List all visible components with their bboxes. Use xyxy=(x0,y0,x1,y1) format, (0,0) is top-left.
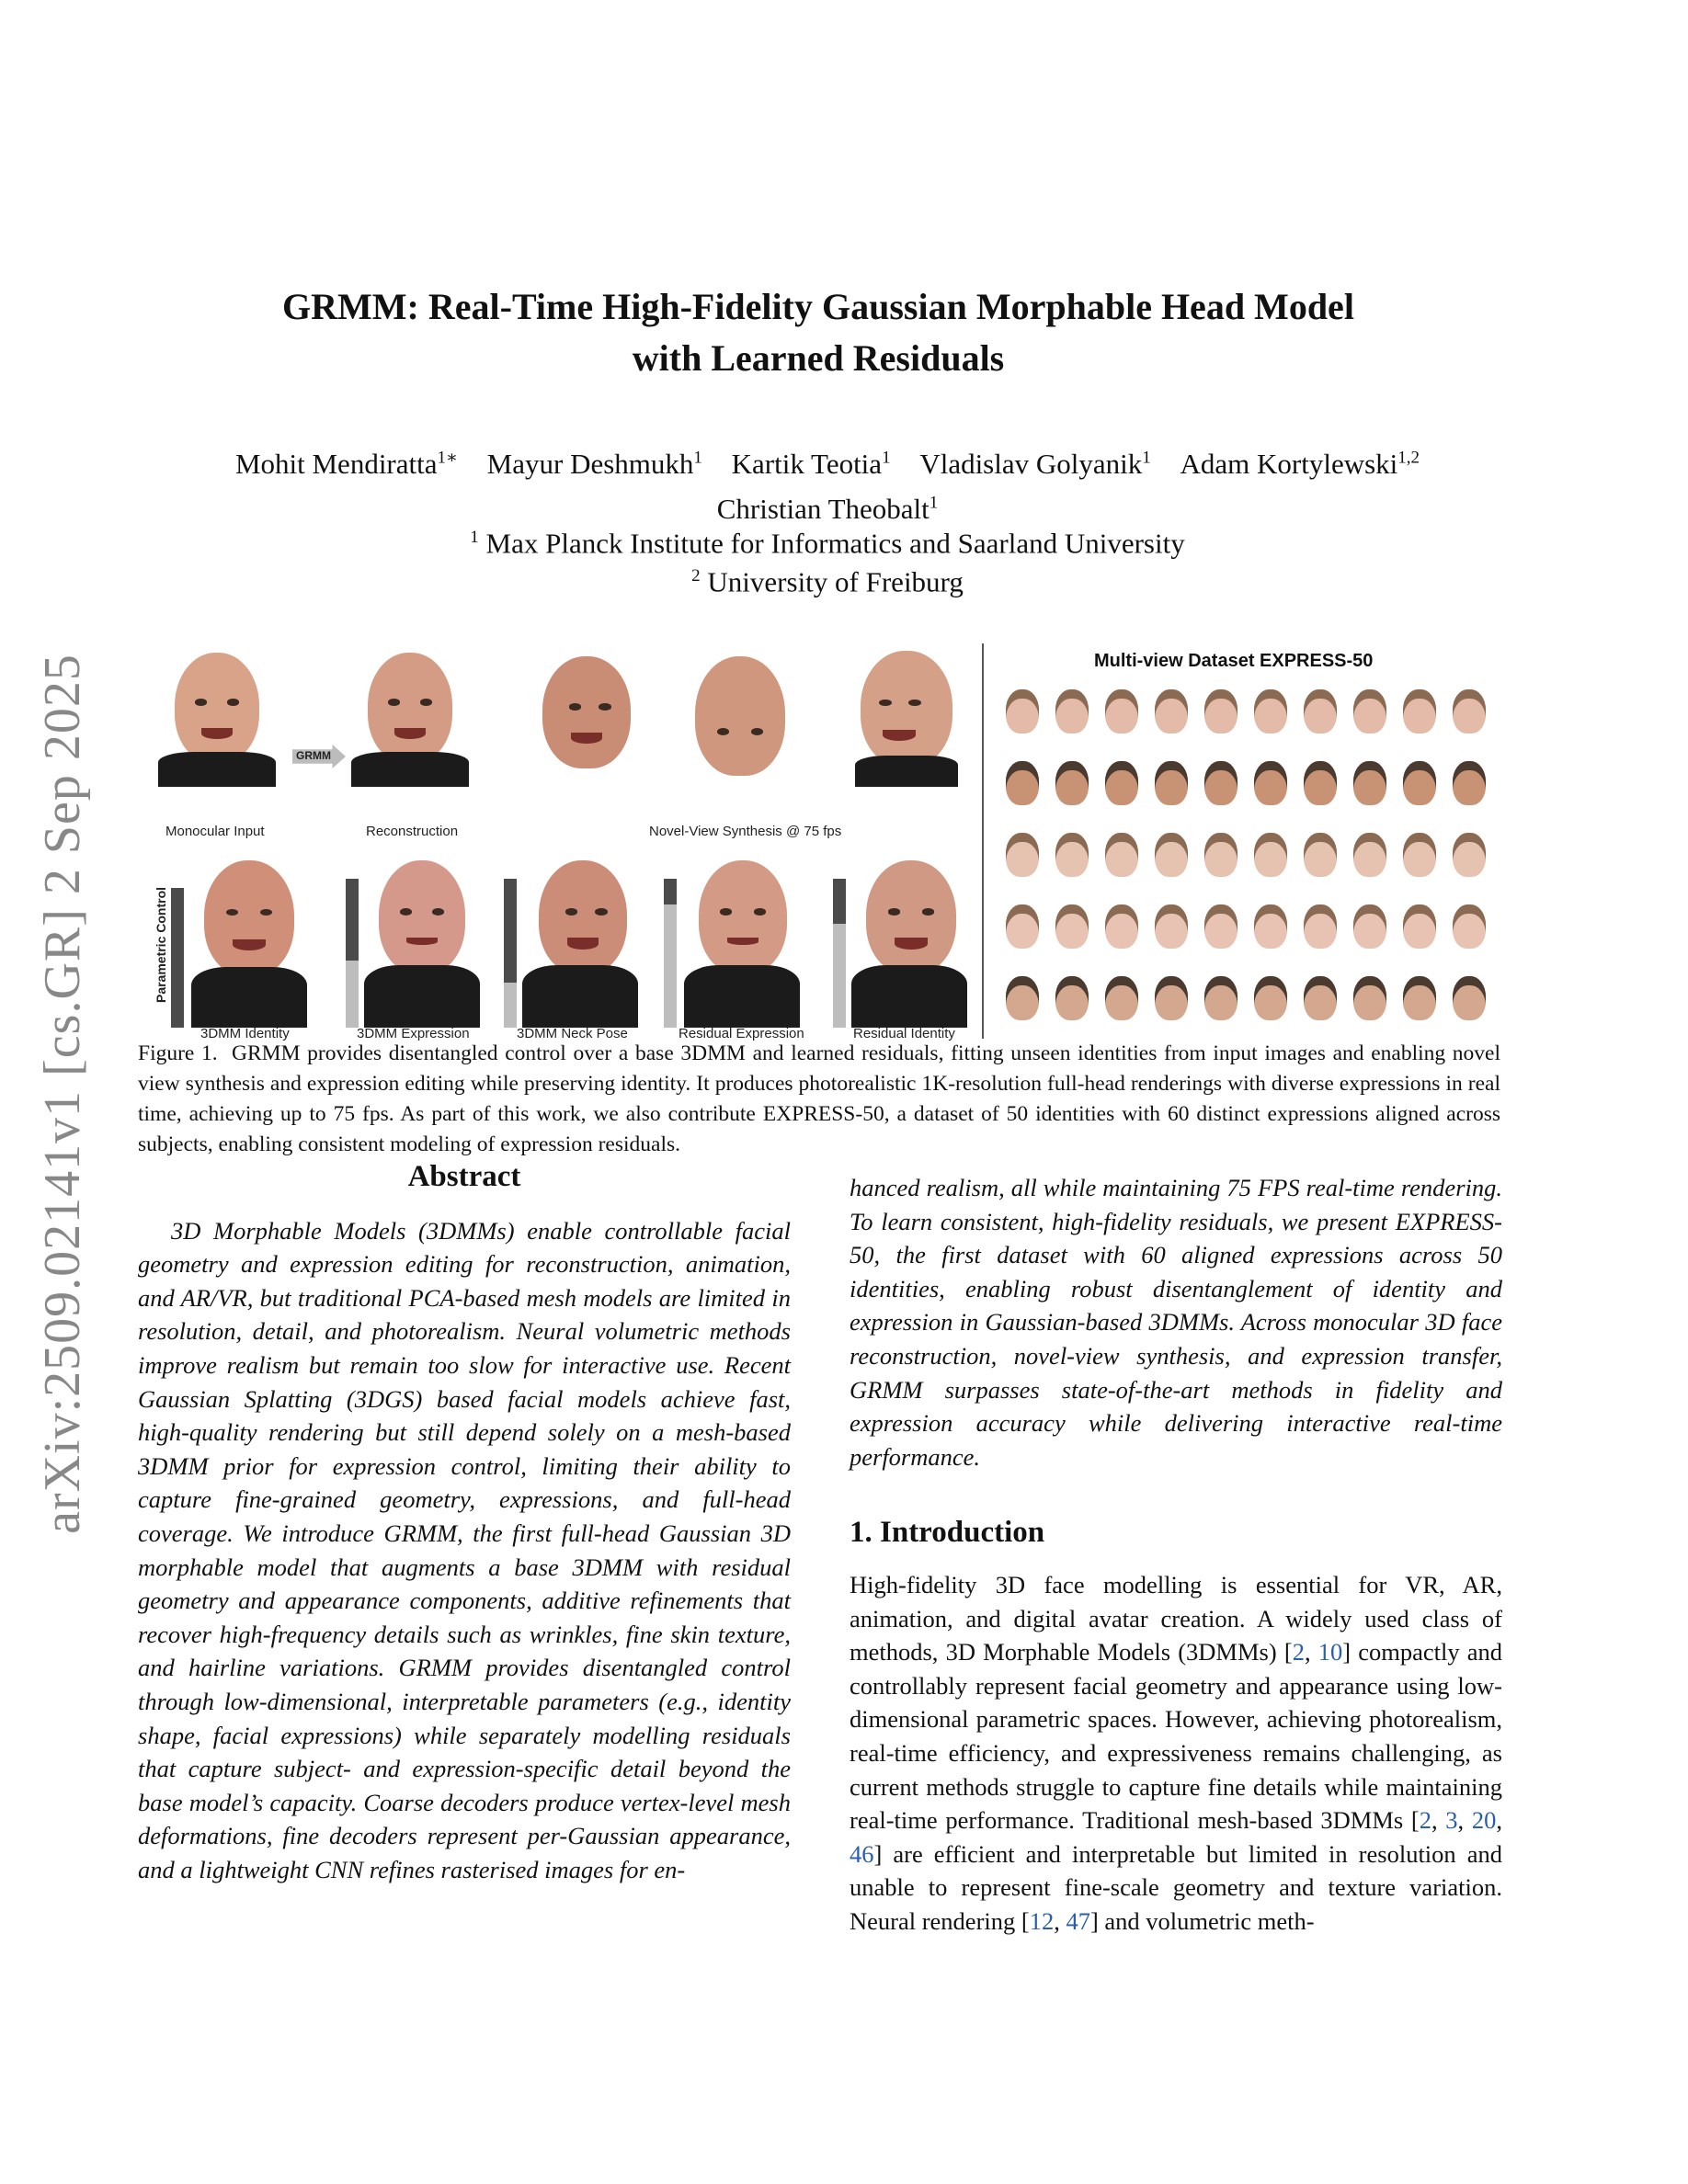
label-3dmm-expression: 3DMM Expression xyxy=(357,1026,470,1041)
face-novel-view-3 xyxy=(861,651,952,767)
face-residual-expression xyxy=(699,860,787,974)
dataset-thumbnail xyxy=(1105,761,1138,805)
dataset-thumbnail xyxy=(1006,904,1039,949)
dataset-thumbnail xyxy=(1403,689,1436,734)
title-line-2: with Learned Residuals xyxy=(632,337,1005,379)
author-list xyxy=(92,439,1563,529)
dataset-thumbnail xyxy=(1155,761,1188,805)
dataset-thumbnail xyxy=(1204,976,1237,1020)
dataset-thumbnail xyxy=(1055,833,1089,877)
dataset-thumbnail xyxy=(1453,976,1486,1020)
control-bar-identity xyxy=(171,888,184,1028)
arxiv-identifier: arXiv:2509.02141v1 [cs.GR] 2 Sep 2025 xyxy=(34,654,91,1534)
dataset-thumbnail xyxy=(1453,761,1486,805)
face-monocular-input xyxy=(175,653,259,763)
citation-link[interactable]: 20 xyxy=(1471,1806,1497,1835)
introduction-text: High-fidelity 3D face modelling is essential for VR, AR, animation, and digital avatar creation. A widely used class of methods, 3D Morphable Models (3DMMs) [2, 10] compactly and controllably represent facial geometry and appearance using low-dimensional parametric spaces. However, achieving photorealism, real-time efficiency, and expressiveness remains challenging, as current methods struggle to capture fine details while maintaining real-time performance. Traditional mesh-based 3DMMs [2, 3, 20, 46] are efficient and interpretable but limited in resolution and unable to represent fine-scale geometry and texture variation. Neural rendering [12, 47] and volumetric meth- xyxy=(850,1570,1503,1935)
grmm-arrow-label: GRMM xyxy=(296,749,331,762)
dataset-thumbnail xyxy=(1403,904,1436,949)
dataset-thumbnail xyxy=(1204,833,1237,877)
author: Christian Theobalt$^1$ xyxy=(716,492,939,525)
face-residual-identity xyxy=(866,860,956,974)
dataset-thumbnail xyxy=(1155,689,1188,734)
dataset-thumbnail xyxy=(1055,689,1089,734)
dataset-thumbnail xyxy=(1304,904,1337,949)
dataset-thumbnail xyxy=(1453,689,1486,734)
citation-link[interactable]: 46 xyxy=(850,1839,874,1868)
shirt-shape xyxy=(522,965,638,1028)
caption-text: GRMM provides disentangled control over a base 3DMM and learned residuals, fitting unseen identities from input images and enabling novel view synthesis and expression editing while preserving identity. It produces photorealistic 1K-resolution full-head renderings with diverse expressions in real time, achieving up to 75 fps. As part of this work, we also contribute EXPRESS-50, a dataset of 50 identities with 60 distinct expressions aligned across subjects, enabling consistent modeling of expression residuals. xyxy=(138,1041,1501,1156)
introduction-heading: 1. Introduction xyxy=(850,1516,1045,1550)
dataset-thumbnail xyxy=(1055,976,1089,1020)
shirt-shape xyxy=(684,965,800,1028)
abstract-text-right: hanced realism, all while maintaining 75 FPS real-time rendering. To learn consistent, high-fidelity residuals, we present EXPRESS-50, the first dataset with 60 aligned expressions across 50 identities, enabling robust disentanglement of identity and expression in Gaussian-based 3DMMs. Across monocular 3D face reconstruction, novel-view synthesis, and expression transfer, GRMM surpasses state-of-the-art methods in fidelity and expression accuracy while delivering interactive real-time performance. xyxy=(850,1174,1502,1471)
dataset-thumbnail xyxy=(1006,689,1039,734)
face-novel-view-1 xyxy=(542,656,631,768)
multiview-grid xyxy=(998,680,1500,1039)
caption-label: Figure 1. xyxy=(138,1041,218,1065)
dataset-thumbnail xyxy=(1006,761,1039,805)
affiliation-2: $^2$ University of Freiburg xyxy=(691,565,964,598)
shirt-shape xyxy=(351,752,469,787)
label-3dmm-identity: 3DMM Identity xyxy=(200,1026,290,1041)
dataset-thumbnail xyxy=(1304,689,1337,734)
control-bar-expression xyxy=(346,879,359,1028)
dataset-thumbnail xyxy=(1105,833,1138,877)
author: Mohit Mendiratta$^{1∗}$ xyxy=(234,448,458,481)
dataset-thumbnail xyxy=(1105,976,1138,1020)
dataset-thumbnail xyxy=(1304,833,1337,877)
dataset-thumbnail xyxy=(1006,833,1039,877)
face-3dmm-identity xyxy=(204,860,294,976)
author: Adam Kortylewski$^{1,2}$ xyxy=(1180,448,1420,481)
dataset-thumbnail xyxy=(1304,761,1337,805)
abstract-text-left: 3D Morphable Models (3DMMs) enable controllable facial geometry and expression editing for reconstruction, animation, and AR/VR, but traditional PCA-based mesh models are limited in resolution, detail, and photorealism. Neural volumetric methods improve realism but remain too slow for interactive use. Recent Gaussian Splatting (3DGS) based facial models achieve fast, high-quality rendering but still depend solely on a mesh-based 3DMM prior for expression control, limiting their ability to capture fine-grained geometry, expressions, and full-head coverage. We introduce GRMM, the first full-head Gaussian 3D morphable model that augments a base 3DMM with residual geometry and appearance components, additive refinements that recover high-frequency details such as wrinkles, fine skin texture, and hairline variations. GRMM provides disentangled control through low-dimensional, interpretable parameters (e.g., identity shape, facial expressions) while separately modelling residuals that capture subject- and expression-specific detail beyond the base model’s capacity. Coarse decoders produce vertex-level mesh deformations, fine decoders represent per-Gaussian appearance, and a lightweight CNN refines rasterised images for en- xyxy=(138,1216,791,1883)
face-3dmm-expression xyxy=(379,860,465,974)
dataset-thumbnail xyxy=(1353,689,1386,734)
control-bar-neck xyxy=(504,879,517,1028)
figure-divider xyxy=(982,643,984,1039)
citation-link[interactable]: 2 xyxy=(1419,1806,1431,1835)
dataset-thumbnail xyxy=(1105,904,1138,949)
dataset-thumbnail xyxy=(1254,761,1287,805)
dataset-thumbnail xyxy=(1403,761,1436,805)
author: Kartik Teotia$^1$ xyxy=(731,448,891,481)
left-column xyxy=(138,1160,791,1886)
control-bar-residual-identity xyxy=(833,879,846,1028)
citation-link[interactable]: 3 xyxy=(1445,1806,1458,1835)
citation-link[interactable]: 12 xyxy=(1029,1906,1055,1935)
label-novel-view: Novel-View Synthesis @ 75 fps xyxy=(649,824,842,839)
face-3dmm-neck-pose xyxy=(539,860,627,974)
dataset-thumbnail xyxy=(1254,689,1287,734)
multiview-title: Multi-view Dataset EXPRESS-50 xyxy=(1094,651,1374,671)
dataset-thumbnail xyxy=(1254,904,1287,949)
control-bar-fill xyxy=(664,879,677,904)
dataset-thumbnail xyxy=(1353,976,1386,1020)
figure-1 xyxy=(138,643,1500,1042)
face-novel-view-2 xyxy=(695,656,785,776)
dataset-thumbnail xyxy=(1453,833,1486,877)
dataset-thumbnail xyxy=(1403,833,1436,877)
right-column xyxy=(850,1171,1502,1938)
abstract-heading: Abstract xyxy=(407,1160,521,1193)
dataset-thumbnail xyxy=(1055,761,1089,805)
shirt-shape xyxy=(851,965,967,1028)
shirt-shape xyxy=(158,752,276,787)
label-residual-expression: Residual Expression xyxy=(679,1026,804,1041)
dataset-thumbnail xyxy=(1155,833,1188,877)
shirt-shape xyxy=(191,967,307,1028)
dataset-thumbnail xyxy=(1304,976,1337,1020)
dataset-thumbnail xyxy=(1353,833,1386,877)
control-bar-fill xyxy=(346,879,359,961)
arxiv-sidebar xyxy=(26,625,99,1563)
dataset-thumbnail xyxy=(1006,976,1039,1020)
shirt-shape xyxy=(364,965,480,1028)
control-bar-fill xyxy=(171,888,184,1028)
dataset-thumbnail xyxy=(1254,976,1287,1020)
control-bar-fill xyxy=(504,879,517,983)
label-reconstruction: Reconstruction xyxy=(366,824,459,839)
dataset-thumbnail xyxy=(1204,761,1237,805)
dataset-thumbnail xyxy=(1353,761,1386,805)
dataset-thumbnail xyxy=(1403,976,1436,1020)
affiliation-1: $^1$ Max Planck Institute for Informatics and Saarland University xyxy=(470,527,1185,560)
dataset-thumbnail xyxy=(1254,833,1287,877)
control-bar-residual-expression xyxy=(664,879,677,1028)
dataset-thumbnail xyxy=(1105,689,1138,734)
author: Vladislav Golyanik$^1$ xyxy=(919,448,1151,481)
dataset-thumbnail xyxy=(1155,976,1188,1020)
label-3dmm-neck-pose: 3DMM Neck Pose xyxy=(517,1026,628,1041)
citation-link[interactable]: 2 xyxy=(1292,1638,1305,1666)
face-reconstruction xyxy=(368,653,452,763)
dataset-thumbnail xyxy=(1055,904,1089,949)
figure-caption xyxy=(138,1039,1500,1160)
label-parametric-control: Parametric Control xyxy=(154,886,169,1004)
title-line-1: GRMM: Real-Time High-Fidelity Gaussian Morphable Head Model xyxy=(282,286,1354,327)
citation-link[interactable]: 47 xyxy=(1066,1906,1090,1935)
control-bar-fill xyxy=(833,879,846,924)
dataset-thumbnail xyxy=(1155,904,1188,949)
author: Mayur Deshmukh$^1$ xyxy=(486,448,702,481)
dataset-thumbnail xyxy=(1204,689,1237,734)
label-residual-identity: Residual Identity xyxy=(853,1026,955,1041)
citation-link[interactable]: 10 xyxy=(1317,1638,1343,1666)
dataset-thumbnail xyxy=(1353,904,1386,949)
paper-title xyxy=(138,281,1499,384)
shirt-shape xyxy=(855,756,958,787)
label-monocular-input: Monocular Input xyxy=(165,824,265,839)
dataset-thumbnail xyxy=(1453,904,1486,949)
dataset-thumbnail xyxy=(1204,904,1237,949)
